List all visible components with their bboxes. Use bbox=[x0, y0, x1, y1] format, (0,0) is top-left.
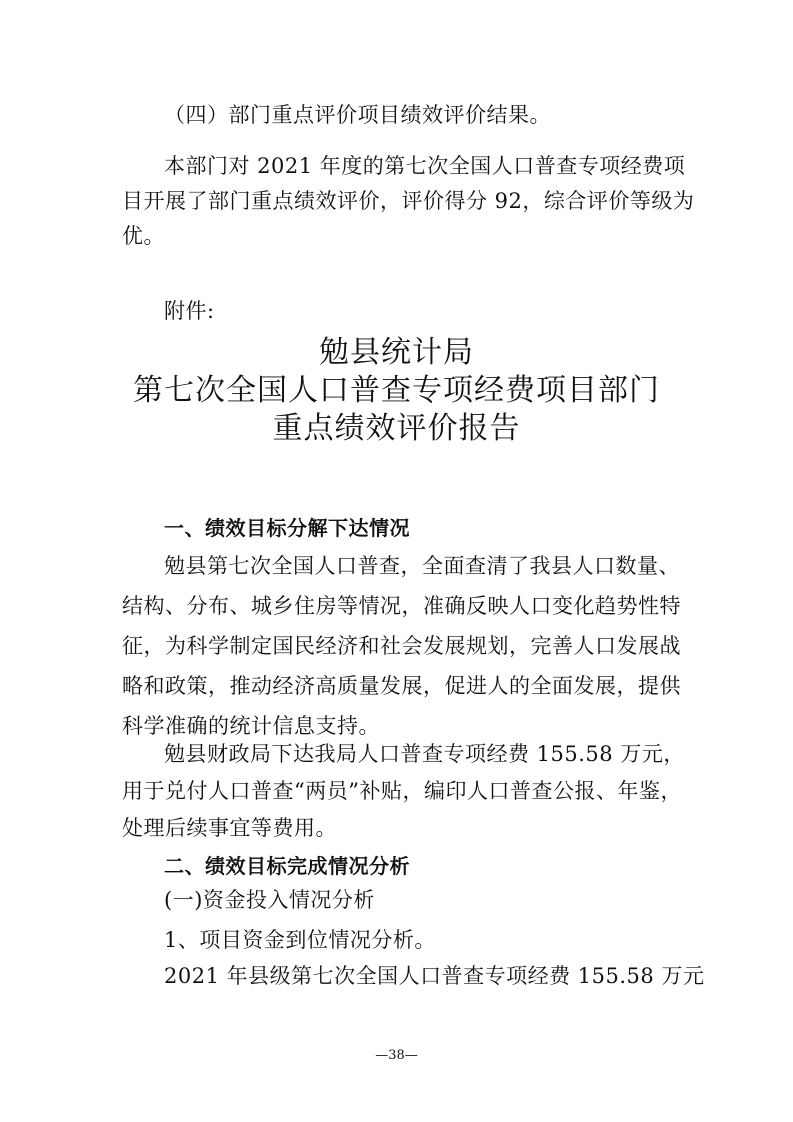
section-four-heading: （四）部门重点评价项目绩效评价结果。 bbox=[164, 103, 551, 127]
paragraph-line: 结构、分布、城乡住房等情况，准确反映人口变化趋势性特 bbox=[122, 594, 681, 618]
paragraph-line: 处理后续事宜等费用。 bbox=[122, 816, 337, 840]
report-title-line-1: 勉县统计局 bbox=[319, 335, 474, 370]
part-one-heading: 一、绩效目标分解下达情况 bbox=[164, 516, 410, 540]
paragraph-line: 略和政策，推动经济高质量发展，促进人的全面发展，提供 bbox=[122, 674, 681, 698]
attachment-label: 附件: bbox=[164, 299, 215, 323]
paragraph-line: 目开展了部门重点绩效评价，评价得分 92，综合评价等级为 bbox=[122, 189, 695, 213]
paragraph-line: 2021 年县级第七次全国人口普查专项经费 155.58 万元 bbox=[164, 964, 705, 988]
paragraph-line: 勉县财政局下达我局人口普查专项经费 155.58 万元， bbox=[164, 742, 685, 766]
subsection-heading: (一)资金投入情况分析 bbox=[164, 888, 375, 912]
subsection-item: 1、项目资金到位情况分析。 bbox=[164, 928, 436, 952]
part-two-heading: 二、绩效目标完成情况分析 bbox=[164, 854, 410, 878]
paragraph-line: 优。 bbox=[122, 224, 165, 248]
paragraph-line: 本部门对 2021 年度的第七次全国人口普查专项经费项 bbox=[164, 154, 686, 178]
report-title-line-2: 第七次全国人口普查专项经费项目部门 bbox=[133, 373, 660, 408]
paragraph-line: 征，为科学制定国民经济和社会发展规划，完善人口发展战 bbox=[122, 634, 681, 658]
paragraph-line: 用于兑付人口普查“两员”补贴，编印人口普查公报、年鉴， bbox=[122, 779, 682, 803]
paragraph-line: 勉县第七次全国人口普查，全面查清了我县人口数量、 bbox=[164, 554, 680, 578]
paragraph-line: 科学准确的统计信息支持。 bbox=[122, 714, 380, 738]
report-title-line-3: 重点绩效评价报告 bbox=[272, 411, 521, 446]
page-number: —38— bbox=[375, 1048, 418, 1063]
